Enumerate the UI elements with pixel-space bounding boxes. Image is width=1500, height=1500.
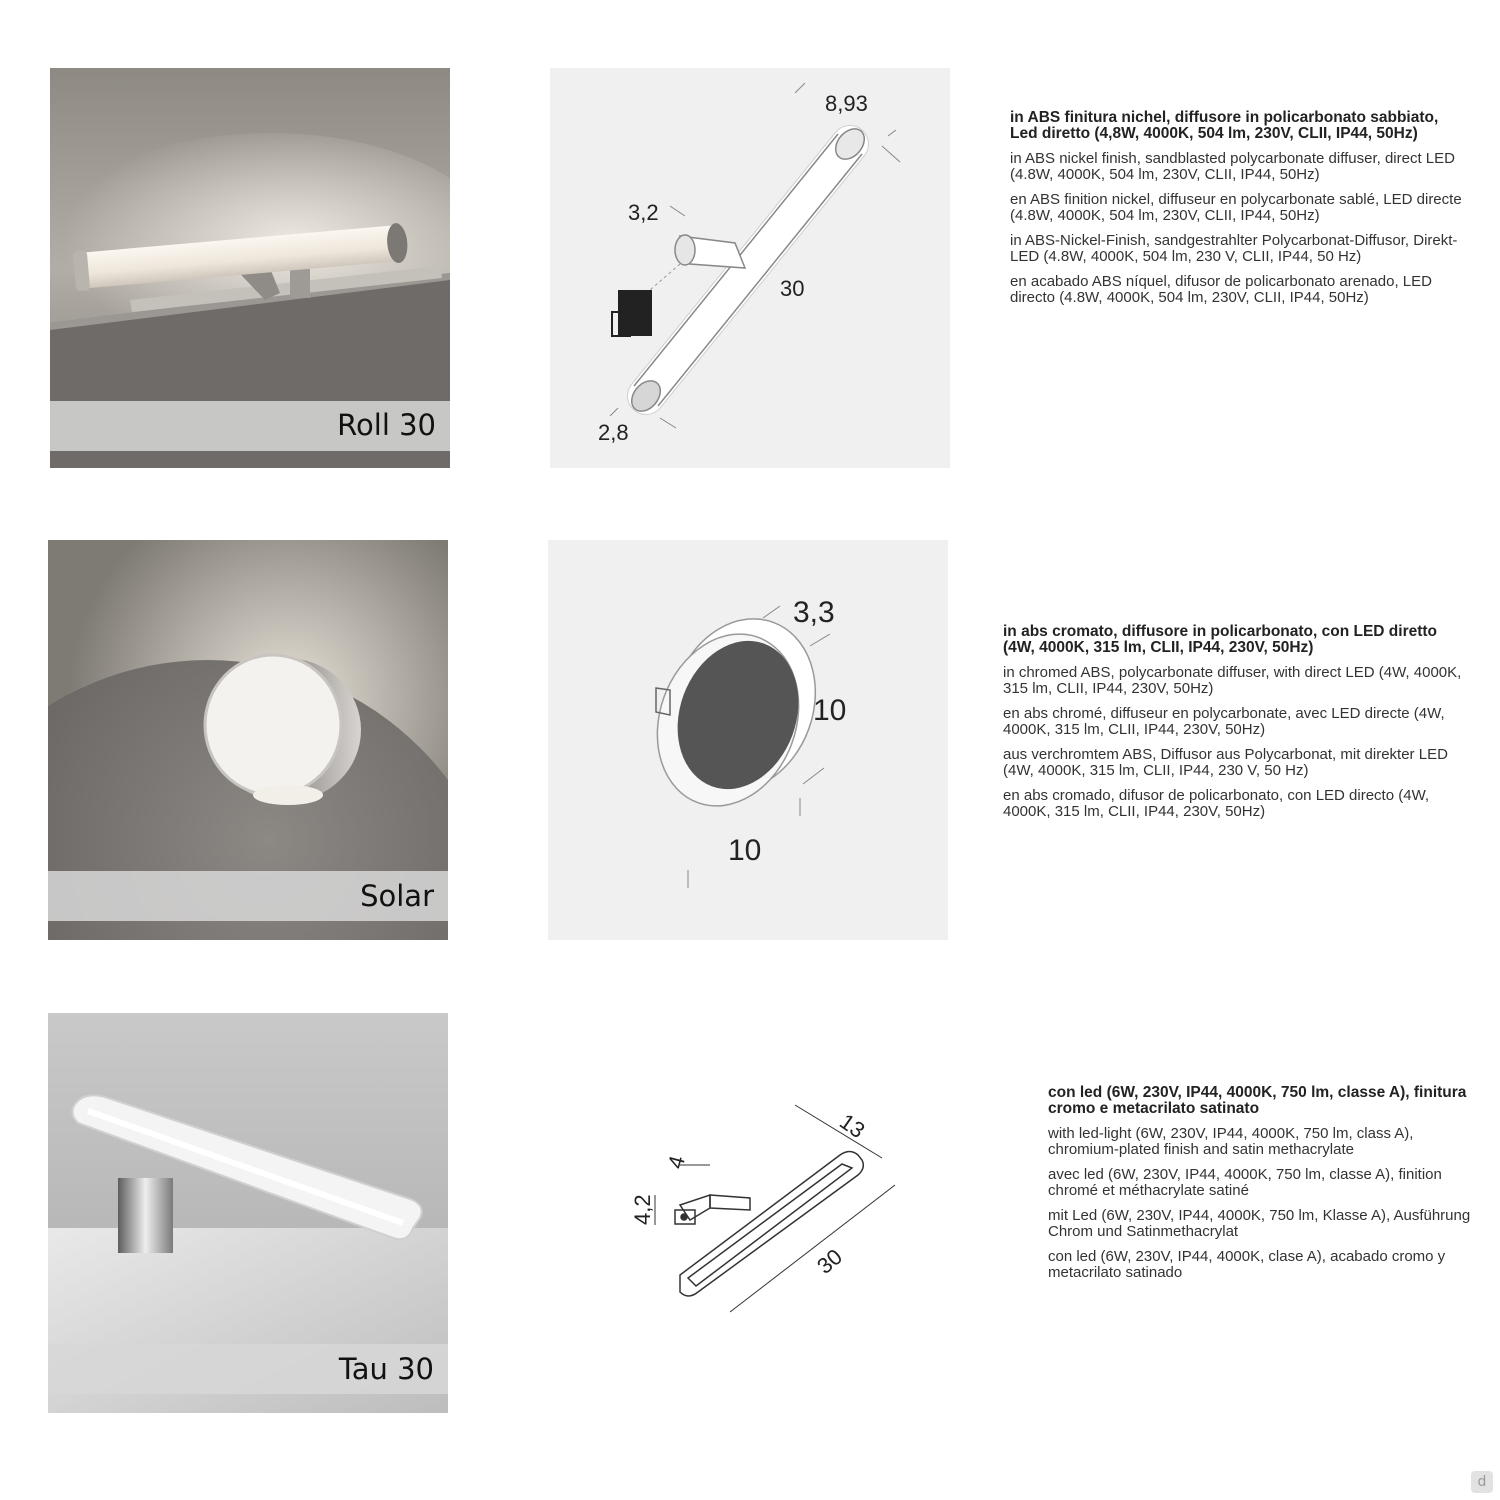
description-title: con led (6W, 230V, IP44, 4000K, 750 lm, classe A), finitura cromo e metacrilato satinato xyxy=(1048,1084,1467,1117)
technical-drawing-tau-30 xyxy=(600,1080,920,1340)
description-german: in ABS-Nickel-Finish, sandgestrahlter Polycarbonat-Diffusor, Direkt-LED (4.8W, 4000K, 504 lm, 230 V, CLII, IP44, 50 Hz) xyxy=(1010,232,1458,265)
dimension-depth: 8,93 xyxy=(825,91,868,116)
product-description-solar xyxy=(1003,624,1463,829)
description-german: aus verchromtem ABS, Diffusor aus Polycarbonat, mit direkter LED (4W, 4000K, 315 lm, CLII, IP44, 230 V, 50 Hz) xyxy=(1003,746,1448,779)
dimension-height: 4,2 xyxy=(630,1194,655,1225)
solar-disc-shape xyxy=(634,598,839,826)
product-name: Solar xyxy=(360,879,434,913)
product-photo-roll-30 xyxy=(50,68,450,468)
description-english: in chromed ABS, polycarbonate diffuser, with direct LED (4W, 4000K, 315 lm, CLII, IP44, 230V, 50Hz) xyxy=(1003,664,1462,697)
tau-bar-shape xyxy=(675,1152,863,1297)
description-french: en abs chromé, diffuseur en polycarbonate, avec LED directe (4W, 4000K, 315 lm, CLII, IP44, 230V, 50Hz) xyxy=(1003,705,1445,738)
description-english: with led-light (6W, 230V, IP44, 4000K, 750 lm, class A), chromium-plated finish and satin methacrylate xyxy=(1048,1125,1414,1158)
description-spanish: en abs cromado, difusor de policarbonato, con LED directo (4W, 4000K, 315 lm, CLII, IP44, 230V, 50Hz) xyxy=(1003,787,1430,820)
description-english: in ABS nickel finish, sandblasted polycarbonate diffuser, direct LED (4.8W, 4000K, 504 lm, 230V, CLII, IP44, 50Hz) xyxy=(1010,150,1455,183)
product-photo-tau-30 xyxy=(48,1013,448,1413)
dimension-depth: 13 xyxy=(835,1108,870,1144)
dimension-diameter: 2,8 xyxy=(598,420,629,445)
dimension-width: 10 xyxy=(728,834,762,867)
product-name: Tau 30 xyxy=(338,1352,434,1386)
product-description-roll-30 xyxy=(1010,110,1470,315)
description-french: avec led (6W, 230V, IP44, 4000K, 750 lm, classe A), finition chromé et méthacrylate satiné xyxy=(1048,1166,1442,1199)
watermark-logo: d xyxy=(1471,1471,1493,1493)
description-title: in ABS finitura nichel, diffusore in policarbonato sabbiato, Led diretto (4,8W, 4000K, 504 lm, 230V, CLII, IP44, 50Hz) xyxy=(1010,109,1439,142)
dimension-depth: 3,3 xyxy=(793,596,835,629)
description-german: mit Led (6W, 230V, IP44, 4000K, 750 lm, Klasse A), Ausführung Chrom und Satinmethacrylat xyxy=(1048,1207,1471,1240)
dimension-length: 30 xyxy=(780,276,805,301)
product-name: Roll 30 xyxy=(337,408,436,442)
dimension-arm: 3,2 xyxy=(628,200,659,225)
description-french: en ABS finition nickel, diffuseur en polycarbonate sablé, LED directe (4.8W, 4000K, 504 lm, 230V, CLII, IP44, 50Hz) xyxy=(1010,191,1462,224)
product-description-tau-30 xyxy=(1048,1085,1478,1290)
roll-tube-shape xyxy=(626,123,870,416)
product-photo-solar xyxy=(48,540,448,940)
dimension-length: 30 xyxy=(812,1243,847,1279)
description-spanish: en acabado ABS níquel, difusor de policarbonato arenado, LED directo (4.8W, 4000K, 504 lm, 230V, CLII, IP44, 50Hz) xyxy=(1010,273,1432,306)
dimension-thickness: 4 xyxy=(662,1152,691,1172)
description-spanish: con led (6W, 230V, IP44, 4000K, clase A), acabado cromo y metacrilato satinado xyxy=(1048,1248,1446,1281)
technical-drawing-solar xyxy=(548,540,948,940)
technical-drawing-roll-30 xyxy=(550,68,950,468)
dimension-height: 10 xyxy=(813,694,847,727)
description-title: in abs cromato, diffusore in policarbonato, con LED diretto (4W, 4000K, 315 lm, CLII, IP44, 230V, 50Hz) xyxy=(1003,623,1438,656)
